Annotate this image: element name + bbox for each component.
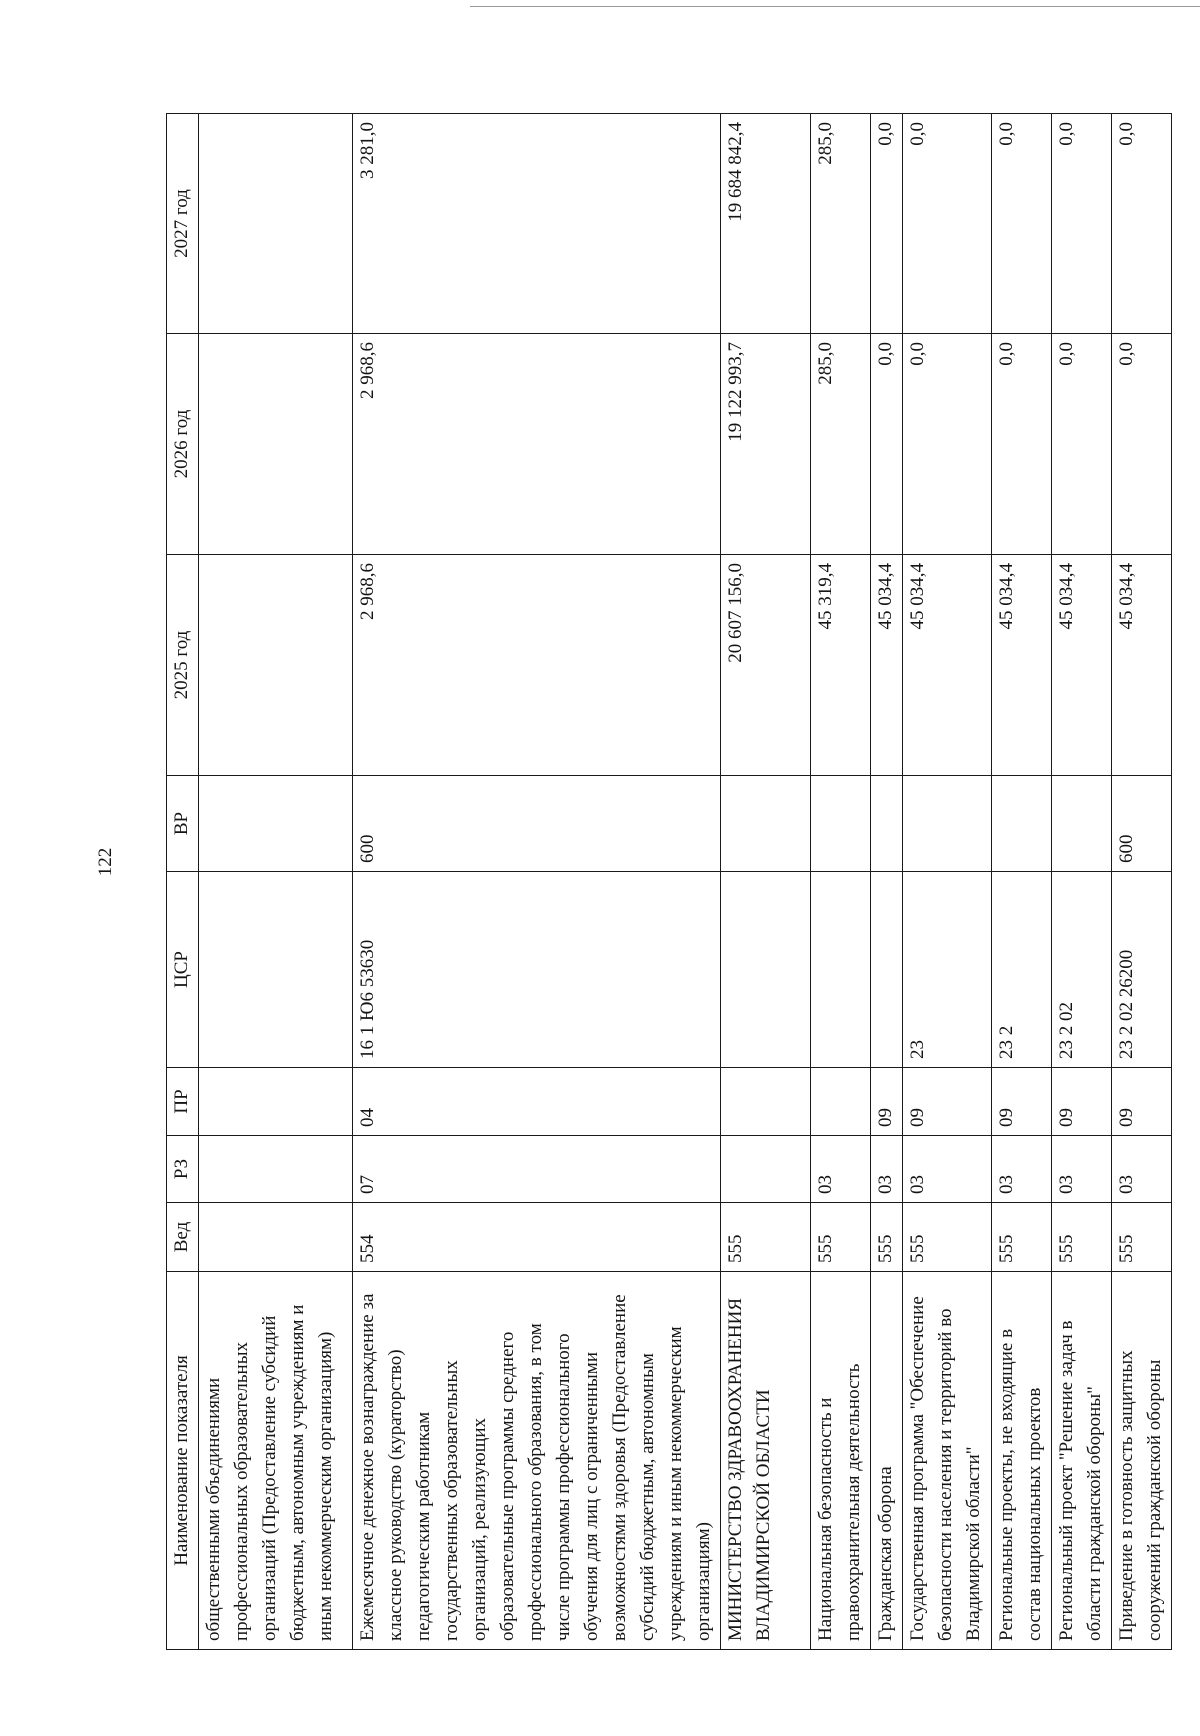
cell-ved: 555	[721, 1203, 811, 1272]
cell-csr: 23 2 02	[1052, 872, 1112, 1068]
cell-name: Приведение в готовность защитных сооружений гражданской обороны	[1112, 1272, 1172, 1650]
cell-2027: 0,0	[871, 114, 903, 334]
cell-2027: 0,0	[1112, 114, 1172, 334]
header-2025: 2025 год	[167, 555, 199, 776]
cell-2026: 0,0	[1112, 334, 1172, 555]
header-ved: Вед	[167, 1203, 199, 1272]
table-row	[199, 114, 353, 1650]
cell-2025: 45 034,4	[871, 555, 903, 776]
cell-name: Региональные проекты, не входящие в состав национальных проектов	[992, 1272, 1052, 1650]
cell-pr	[811, 1068, 871, 1136]
cell-vr	[992, 776, 1052, 872]
cell-2025: 45 034,4	[903, 555, 992, 776]
cell-rz: 03	[871, 1136, 903, 1203]
cell-2026	[199, 334, 353, 555]
table-row	[811, 114, 871, 1650]
cell-2026: 0,0	[1052, 334, 1112, 555]
cell-2025: 45 319,4	[811, 555, 871, 776]
cell-2027: 0,0	[903, 114, 992, 334]
cell-vr	[811, 776, 871, 872]
cell-rz: 03	[903, 1136, 992, 1203]
cell-pr	[721, 1068, 811, 1136]
cell-rz: 07	[353, 1136, 721, 1203]
table-row	[1052, 114, 1112, 1650]
cell-ved: 555	[811, 1203, 871, 1272]
header-rz: РЗ	[167, 1136, 199, 1203]
cell-2025: 45 034,4	[992, 555, 1052, 776]
cell-rz: 03	[811, 1136, 871, 1203]
header-csr: ЦСР	[167, 872, 199, 1068]
cell-2027: 3 281,0	[353, 114, 721, 334]
header-2026: 2026 год	[167, 334, 199, 555]
table-row	[903, 114, 992, 1650]
cell-csr: 23	[903, 872, 992, 1068]
table-row	[871, 114, 903, 1650]
header-name: Наименование показателя	[167, 1272, 199, 1650]
cell-vr: 600	[1112, 776, 1172, 872]
cell-ved: 555	[903, 1203, 992, 1272]
cell-2025: 45 034,4	[1052, 555, 1112, 776]
cell-2027: 0,0	[992, 114, 1052, 334]
table-row	[992, 114, 1052, 1650]
cell-name: общественными объединениями профессиональных образовательных организаций (Предоставление субсидий бюджетным, автономным учреждениям и иным некоммерческим организациям)	[199, 1272, 353, 1650]
cell-2027: 0,0	[1052, 114, 1112, 334]
scan-edge-line	[470, 6, 1200, 7]
cell-csr	[811, 872, 871, 1068]
cell-2026: 285,0	[811, 334, 871, 555]
header-pr: ПР	[167, 1068, 199, 1136]
table-row	[1112, 114, 1172, 1650]
cell-name: Национальная безопасность и правоохранительная деятельность	[811, 1272, 871, 1650]
cell-ved: 555	[1052, 1203, 1112, 1272]
cell-2025	[199, 555, 353, 776]
cell-ved: 555	[992, 1203, 1052, 1272]
cell-vr	[871, 776, 903, 872]
cell-2026: 0,0	[903, 334, 992, 555]
cell-ved: 555	[871, 1203, 903, 1272]
budget-table	[166, 113, 1172, 1650]
cell-rz	[721, 1136, 811, 1203]
cell-pr: 09	[1112, 1068, 1172, 1136]
cell-2027: 285,0	[811, 114, 871, 334]
cell-rz: 03	[1112, 1136, 1172, 1203]
cell-pr: 09	[992, 1068, 1052, 1136]
cell-2026: 0,0	[871, 334, 903, 555]
cell-csr	[871, 872, 903, 1068]
rotated-table-container	[166, 114, 1165, 1650]
table-row	[353, 114, 721, 1650]
page-number: 122	[95, 847, 116, 877]
cell-name: Гражданская оборона	[871, 1272, 903, 1650]
cell-pr: 09	[903, 1068, 992, 1136]
cell-vr	[721, 776, 811, 872]
cell-2027: 19 684 842,4	[721, 114, 811, 334]
cell-csr	[199, 872, 353, 1068]
header-vr: ВР	[167, 776, 199, 872]
cell-csr: 16 1 Ю6 53630	[353, 872, 721, 1068]
cell-2027	[199, 114, 353, 334]
cell-pr: 09	[871, 1068, 903, 1136]
cell-vr	[199, 776, 353, 872]
header-2027: 2027 год	[167, 114, 199, 334]
cell-rz	[199, 1136, 353, 1203]
cell-rz: 03	[1052, 1136, 1112, 1203]
cell-name: МИНИСТЕРСТВО ЗДРАВООХРАНЕНИЯ ВЛАДИМИРСКОЙ ОБЛАСТИ	[721, 1272, 811, 1650]
cell-ved	[199, 1203, 353, 1272]
cell-2025: 45 034,4	[1112, 555, 1172, 776]
cell-pr: 09	[1052, 1068, 1112, 1136]
cell-vr	[1052, 776, 1112, 872]
table-row	[721, 114, 811, 1650]
table-header-row	[167, 114, 199, 1650]
cell-rz: 03	[992, 1136, 1052, 1203]
cell-name: Государственная программа "Обеспечение безопасности населения и территорий во Владимирской области"	[903, 1272, 992, 1650]
cell-csr: 23 2	[992, 872, 1052, 1068]
cell-2025: 20 607 156,0	[721, 555, 811, 776]
cell-ved: 554	[353, 1203, 721, 1272]
cell-ved: 555	[1112, 1203, 1172, 1272]
cell-pr: 04	[353, 1068, 721, 1136]
cell-name: Региональный проект "Решение задач в области гражданской обороны"	[1052, 1272, 1112, 1650]
cell-vr: 600	[353, 776, 721, 872]
cell-name: Ежемесячное денежное вознаграждение за классное руководство (кураторство) педагогическим работникам государственных образовательных организаций, реализующих образовательные программы среднего профессионального образования, в том числе программы профессионального обучения для лиц с ограниченными возможностями здоровья (Предоставление субсидий бюджетным, автономным учреждениям и иным некоммерческим организациям)	[353, 1272, 721, 1650]
cell-csr: 23 2 02 26200	[1112, 872, 1172, 1068]
cell-2026: 19 122 993,7	[721, 334, 811, 555]
cell-2025: 2 968,6	[353, 555, 721, 776]
cell-2026: 2 968,6	[353, 334, 721, 555]
cell-csr	[721, 872, 811, 1068]
cell-2026: 0,0	[992, 334, 1052, 555]
cell-vr	[903, 776, 992, 872]
cell-pr	[199, 1068, 353, 1136]
